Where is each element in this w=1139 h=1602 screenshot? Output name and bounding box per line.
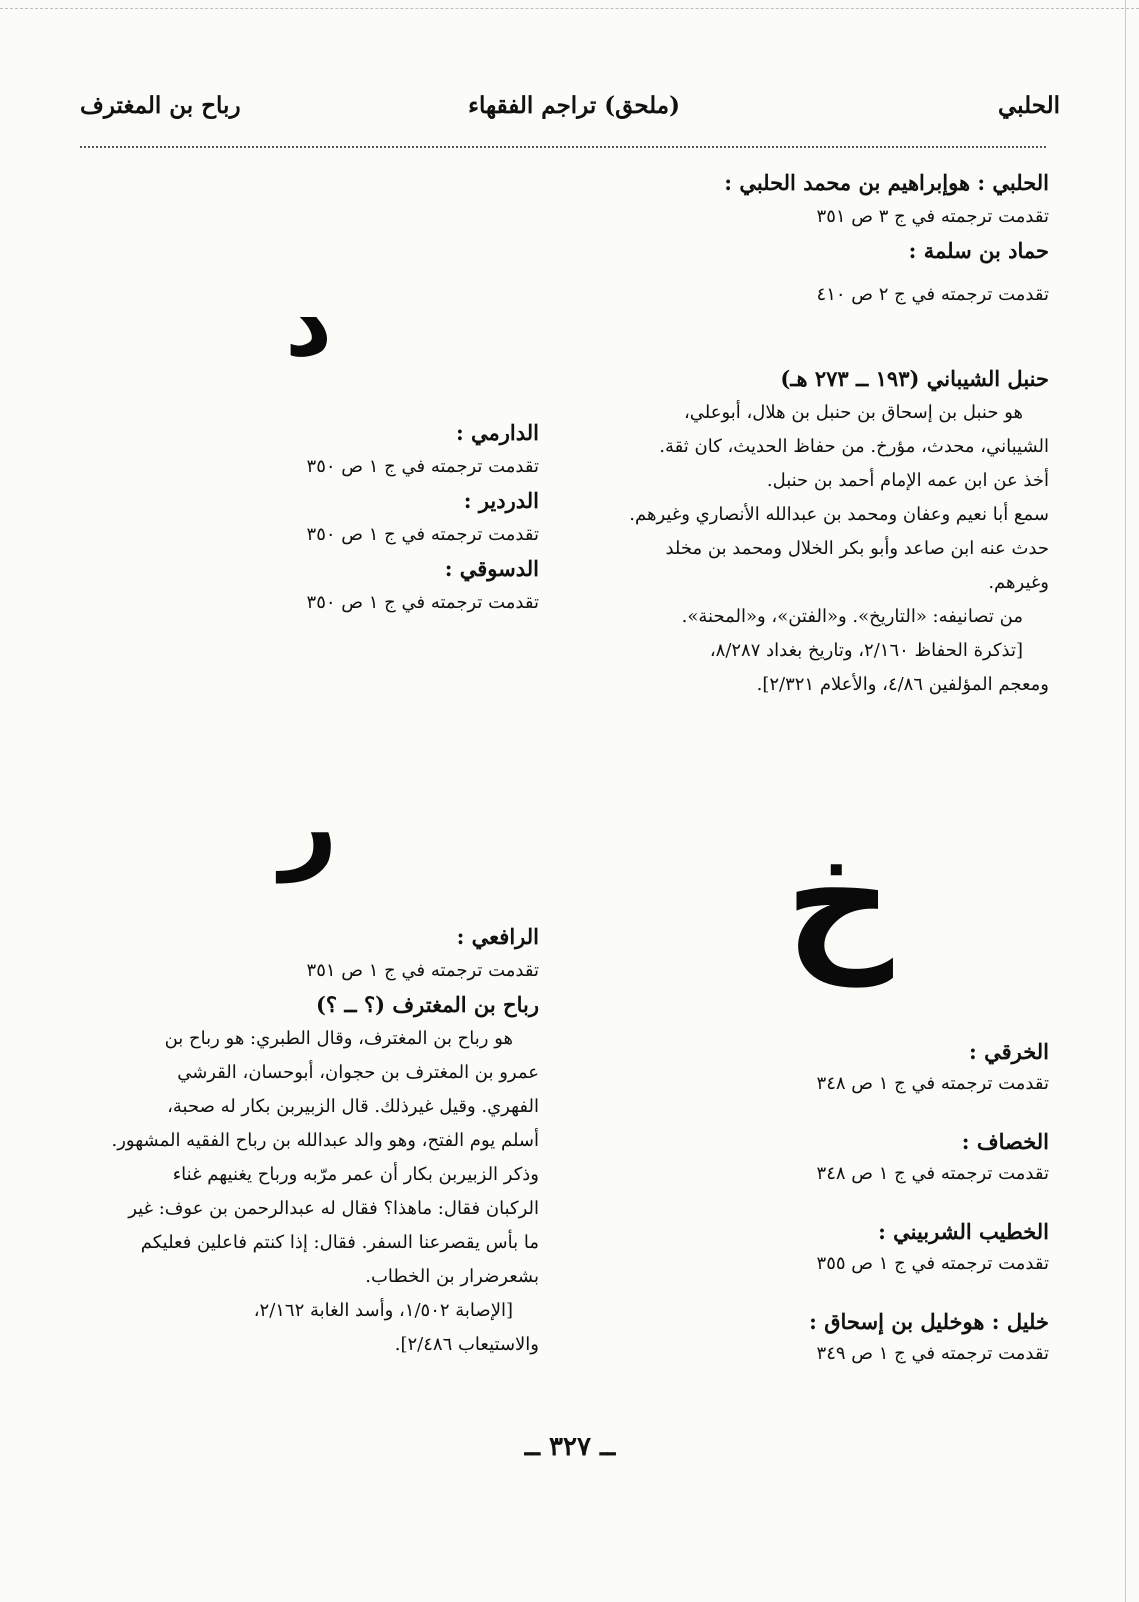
entry-title-darimi: الدارمي : bbox=[455, 420, 539, 445]
entry-title-dusuqi: الدسوقي : bbox=[444, 556, 539, 581]
entry-title-halabi: الحلبي : هوإبراهيم بن محمد الحلبي : bbox=[724, 170, 1049, 195]
page-number: ــ ٣٢٧ ــ bbox=[524, 1432, 616, 1462]
bio-line: وغيرهم. bbox=[988, 572, 1049, 593]
bio-line: الركبان فقال: ماهذا؟ فقال له عبدالرحمن بن عوف: غير bbox=[128, 1198, 539, 1219]
entry-title-khatib: الخطيب الشربيني : bbox=[878, 1219, 1049, 1244]
entry-ref-dusuqi: تقدمت ترجمته في ج ١ ص ٣٥٠ bbox=[306, 592, 539, 613]
section-letter-ra: ر bbox=[280, 766, 338, 883]
section-letter-dal: د bbox=[285, 270, 333, 377]
entry-ref-halabi: تقدمت ترجمته في ج ٣ ص ٣٥١ bbox=[816, 206, 1049, 227]
bio-source: [تذكرة الحفاظ ٢/١٦٠، وتاريخ بغداد ٨/٢٨٧، bbox=[709, 640, 1023, 661]
bio-source: ومعجم المؤلفين ٤/٨٦، والأعلام ٢/٣٢١]. bbox=[756, 674, 1049, 695]
bio-line: عمرو بن المغترف بن حجوان، أبوحسان، القرشي bbox=[177, 1062, 539, 1083]
entry-hanbal bbox=[599, 362, 1049, 702]
header-right-title: الحلبي bbox=[998, 92, 1060, 119]
bio-line: هو رباح بن المغترف، وقال الطبري: هو رباح بن bbox=[164, 1028, 513, 1049]
entry-ref-rafii: تقدمت ترجمته في ج ١ ص ٣٥١ bbox=[306, 960, 539, 981]
page-top-edge bbox=[0, 8, 1139, 9]
running-header bbox=[80, 92, 1060, 132]
header-left-title: رباح بن المغترف bbox=[80, 92, 241, 119]
entry-title-hammad: حماد بن سلمة : bbox=[908, 238, 1049, 263]
right-column-kha bbox=[599, 1036, 1049, 1370]
bio-line: بشعرضرار بن الخطاب. bbox=[365, 1266, 539, 1287]
bio-source: والاستيعاب ٢/٤٨٦]. bbox=[394, 1334, 539, 1355]
entry-title-khassaf: الخصاف : bbox=[961, 1129, 1049, 1154]
entry-ref-darimi: تقدمت ترجمته في ج ١ ص ٣٥٠ bbox=[306, 456, 539, 477]
bio-line: الشيباني، محدث، مؤرخ. من حفاظ الحديث، كان ثقة. bbox=[659, 436, 1049, 457]
entry-ref-khassaf: تقدمت ترجمته في ج ١ ص ٣٤٨ bbox=[816, 1163, 1049, 1184]
bio-source: [الإصابة ١/٥٠٢، وأسد الغابة ٢/١٦٢، bbox=[253, 1300, 513, 1321]
entry-title-kharqi: الخرقي : bbox=[969, 1039, 1049, 1064]
section-letter-kha: خ bbox=[785, 813, 894, 987]
entry-title-dardir: الدردير : bbox=[463, 488, 539, 513]
entry-ref-khatib: تقدمت ترجمته في ج ١ ص ٣٥٥ bbox=[816, 1253, 1049, 1274]
bio-line: وذكر الزبيربن بكار أن عمر مرّبه ورباح يغنيهم غناء bbox=[172, 1164, 539, 1185]
entry-ref-hammad: تقدمت ترجمته في ج ٢ ص ٤١٠ bbox=[816, 284, 1049, 305]
bio-line: ما بأس يقصرعنا السفر. فقال: إذا كنتم فاعلين فعليكم bbox=[140, 1232, 539, 1253]
bio-line: الفهري. وقيل غيرذلك. قال الزبيربن بكار له صحبة، bbox=[167, 1096, 539, 1117]
bio-line: سمع أبا نعيم وعفان ومحمد بن عبدالله الأنصاري وغيرهم. bbox=[629, 504, 1049, 525]
right-column-top bbox=[599, 166, 1049, 312]
entry-title-hanbal: حنبل الشيباني (١٩٣ ــ ٢٧٣ هـ) bbox=[780, 366, 1049, 391]
bio-line: أخذ عن ابن عمه الإمام أحمد بن حنبل. bbox=[766, 470, 1049, 491]
entry-ref-kharqi: تقدمت ترجمته في ج ١ ص ٣٤٨ bbox=[816, 1073, 1049, 1094]
entry-bio-hanbal bbox=[599, 396, 1049, 702]
bio-line: من تصانيفه: «التاريخ». و«الفتن»، و«المحنة». bbox=[681, 606, 1023, 627]
entry-title-rabah: رباح بن المغترف (؟ ــ ؟) bbox=[316, 992, 539, 1017]
entry-title-rafii: الرافعي : bbox=[456, 924, 539, 949]
entry-title-khalil: خليل : هوخليل بن إسحاق : bbox=[809, 1309, 1049, 1334]
entry-bio-rabah bbox=[79, 1022, 539, 1362]
entry-ref-khalil: تقدمت ترجمته في ج ١ ص ٣٤٩ bbox=[816, 1343, 1049, 1364]
left-column-ra bbox=[79, 920, 539, 1362]
entry-ref-dardir: تقدمت ترجمته في ج ١ ص ٣٥٠ bbox=[306, 524, 539, 545]
page-right-edge bbox=[1125, 0, 1126, 1602]
bio-line: هو حنبل بن إسحاق بن حنبل بن هلال، أبوعلي، bbox=[683, 402, 1023, 423]
header-dotted-rule bbox=[80, 146, 1046, 148]
bio-line: حدث عنه ابن صاعد وأبو بكر الخلال ومحمد بن مخلد bbox=[665, 538, 1049, 559]
header-center-title: (ملحق) تراجم الفقهاء bbox=[468, 92, 680, 119]
left-column-dal bbox=[79, 416, 539, 620]
bio-line: أسلم يوم الفتح، وهو والد عبدالله بن رباح الفقيه المشهور. bbox=[111, 1130, 539, 1151]
